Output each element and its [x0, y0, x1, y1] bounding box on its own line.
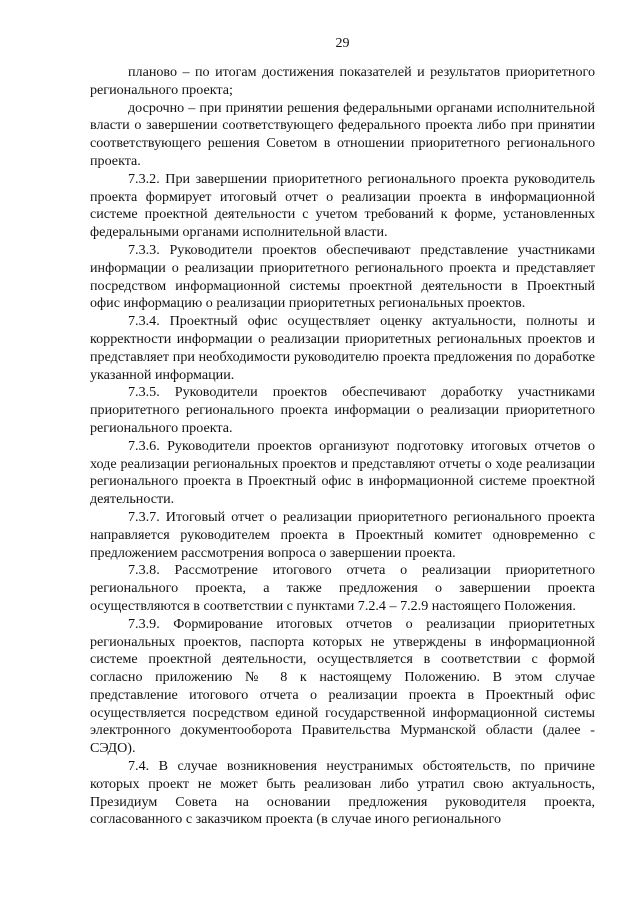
paragraph: 7.3.2. При завершении приоритетного регионального проекта руководитель проекта формирует итоговый отчет о реализации проекта в информационной системе проектной деятельности с учетом требований к форме, установленных федеральными органами исполнительной власти. [90, 170, 595, 241]
paragraph: 7.3.5. Руководители проектов обеспечивают доработку участниками приоритетного регионального проекта информации о реализации приоритетного регионального проекта. [90, 384, 595, 436]
paragraph: 7.3.6. Руководители проектов организуют подготовку итоговых отчетов о ходе реализации региональных проектов и представляют отчеты о ходе реализации регионального проекта в Проектный офис в информационной системе проектной деятельности. [90, 437, 595, 508]
paragraph: 7.3.3. Руководители проектов обеспечивают представление участниками информации о реализации приоритетного регионального проекта и представляет посредством информационной системы проектной деятельности в Проектный офис информацию о реализации приоритетных региональных проектов. [90, 241, 595, 312]
page-number: 29 [335, 36, 350, 51]
paragraph: 7.3.7. Итоговый отчет о реализации приоритетного регионального проекта направляется руководителем проекта в Проектный комитет одновременно с предложением рассмотрения вопроса о завершении проекта. [90, 508, 595, 561]
paragraph: 7.3.9. Формирование итоговых отчетов о реализации приоритетных региональных проектов, паспорта которых не утверждены в информационной системе проектной деятельности, осуществляется в соответствии с формой согласно приложению № 8 к настоящему Положению. В этом случае представление итогового отчета о реализации проекта в Проектный офис осуществляется посредством единой государственной информационной системы электронного документооборота Правительства Мурманской области (далее - СЭДО). [90, 615, 595, 757]
document-page [90, 0, 595, 905]
paragraph: планово – по итогам достижения показателей и результатов приоритетного регионального проекта; [90, 64, 595, 98]
paragraph: 7.4. В случае возникновения неустранимых обстоятельств, по причине которых проект не может быть реализован либо утратил свою актуальность, Президиум Совета на основании предложения руководителя проекта, согласованного с заказчиком проекта (в случае иного регионального [90, 758, 595, 828]
paragraph: досрочно – при принятии решения федеральными органами исполнительной власти о завершении соответствующего федерального проекта либо при принятии соответствующего решения Советом в отношении приоритетного регионального проекта. [90, 99, 595, 169]
paragraph: 7.3.8. Рассмотрение итогового отчета о реализации приоритетного регионального проекта, а также предложения о завершении проекта осуществляются в соответствии с пунктами 7.2.4 – 7.2.9 настоящего Положения. [90, 562, 595, 614]
paragraph: 7.3.4. Проектный офис осуществляет оценку актуальности, полноты и корректности информации о реализации приоритетных региональных проектов и представляет при необходимости руководителю проекта предложения по доработке указанной информации. [90, 313, 595, 383]
document-body [90, 64, 595, 829]
